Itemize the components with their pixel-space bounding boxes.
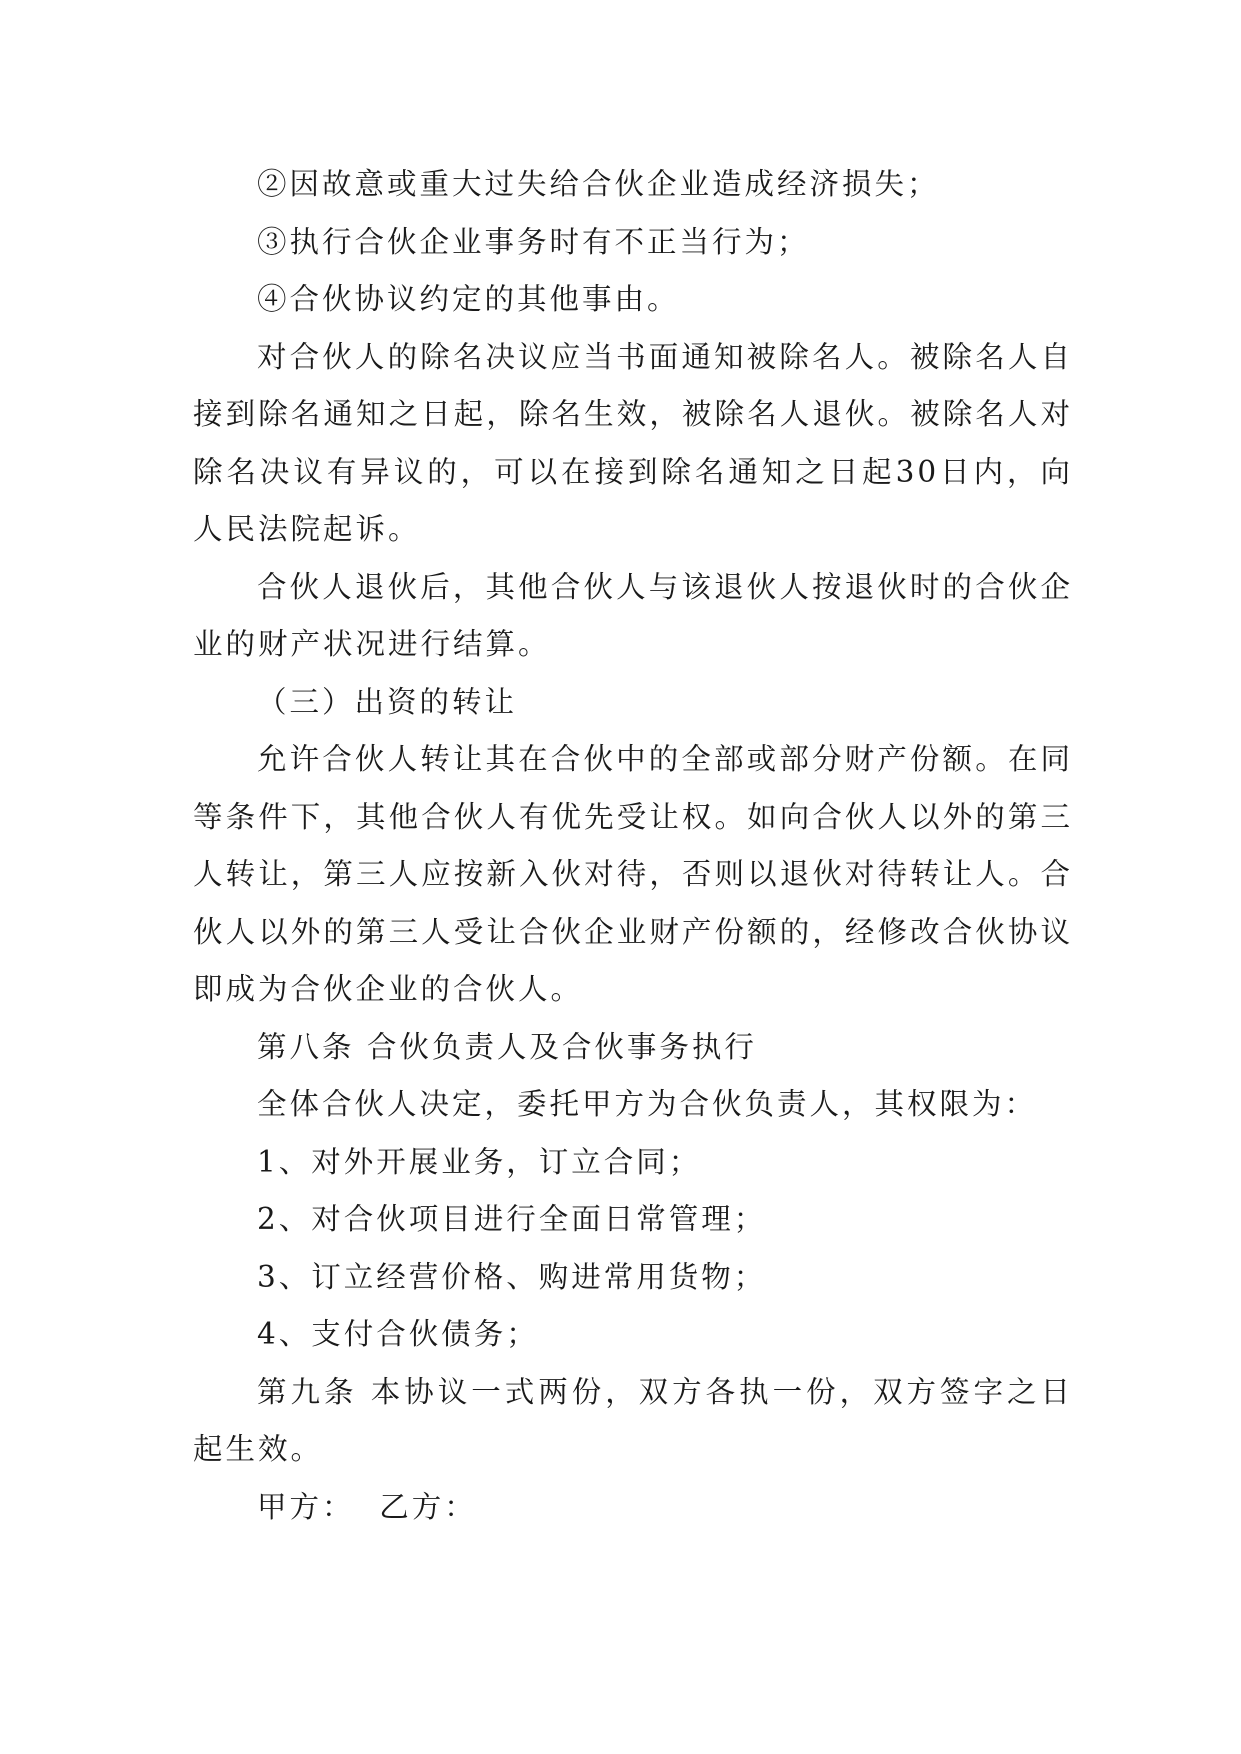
transfer-paragraph: 允许合伙人转让其在合伙中的全部或部分财产份额。在同等条件下，其他合伙人有优先受让权。如向合伙人以外的第三人转让，第三人应按新入伙对待，否则以退伙对待转让人。合伙人以外的第三人受让合伙企业财产份额的，经修改合伙协议即成为合伙企业的合伙人。 bbox=[193, 742, 1073, 1006]
clause-item-4: ④合伙协议约定的其他事由。 bbox=[257, 282, 680, 316]
settlement-paragraph: 合伙人退伙后，其他合伙人与该退伙人按退伙时的合伙企业的财产状况进行结算。 bbox=[193, 569, 1073, 661]
clause-item-3: ③执行合伙企业事务时有不正当行为； bbox=[257, 224, 810, 259]
article-eight-heading: 第八条 合伙负责人及合伙事务执行 bbox=[257, 1029, 757, 1064]
document-body bbox=[193, 156, 1073, 1536]
article-nine-paragraph: 第九条 本协议一式两份，双方各执一份，双方签字之日起生效。 bbox=[193, 1374, 1073, 1466]
signature-line: 甲方： 乙方： bbox=[257, 1489, 477, 1524]
authority-item-3: 3、订立经营价格、购进常用货物； bbox=[257, 1259, 767, 1294]
authority-intro-paragraph: 全体合伙人决定，委托甲方为合伙负责人，其权限为： bbox=[257, 1087, 1038, 1121]
authority-item-1: 1、对外开展业务，订立合同； bbox=[257, 1144, 702, 1179]
authority-item-2: 2、对合伙项目进行全面日常管理； bbox=[257, 1202, 767, 1236]
section-heading-transfer: （三）出资的转让 bbox=[257, 684, 518, 719]
authority-item-4: 4、支付合伙债务； bbox=[257, 1317, 539, 1351]
clause-item-2: ②因故意或重大过失给合伙企业造成经济损失； bbox=[257, 167, 940, 201]
expulsion-notice-paragraph: 对合伙人的除名决议应当书面通知被除名人。被除名人自接到除名通知之日起，除名生效，被除名人退伙。被除名人对除名决议有异议的，可以在接到除名通知之日起30日内，向人民法院起诉。 bbox=[193, 339, 1073, 546]
